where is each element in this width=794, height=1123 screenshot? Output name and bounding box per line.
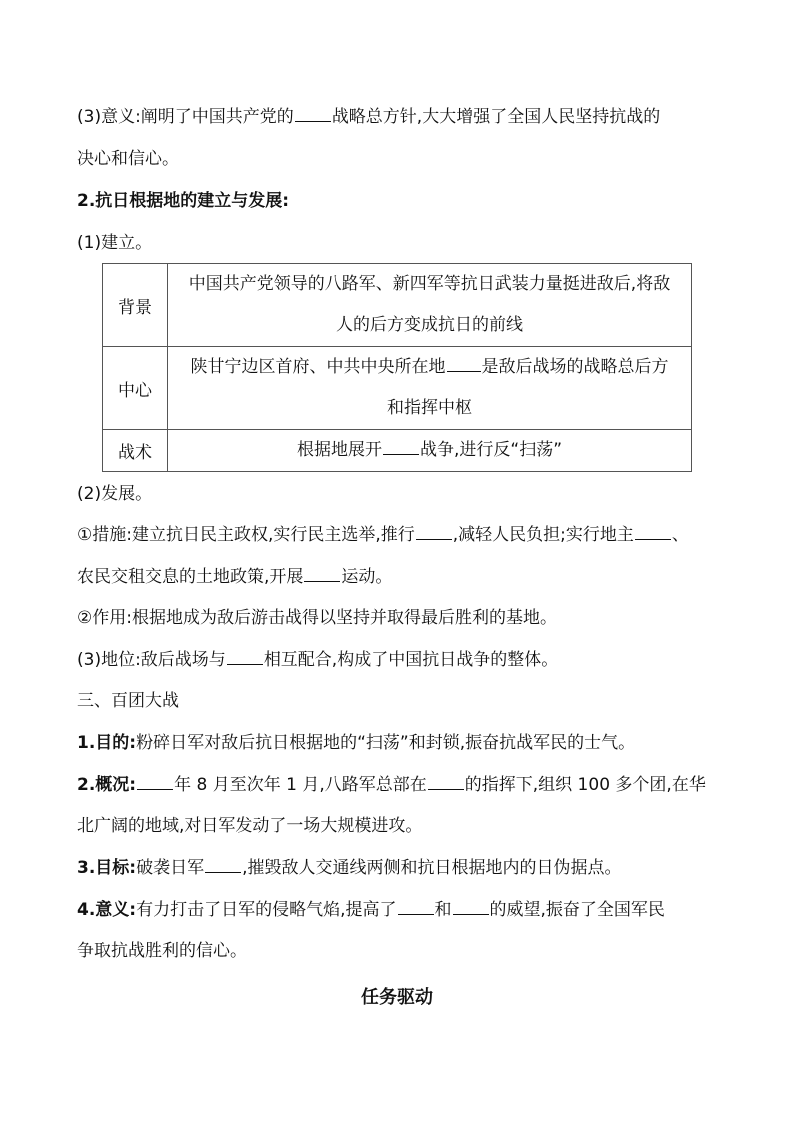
row-key: 中心 (103, 347, 168, 430)
text: 破袭日军 (136, 858, 205, 878)
sub-heading-development: (2)发展。 (77, 484, 153, 504)
meaning-line-2: 争取抗战胜利的信心。 (77, 941, 247, 961)
section-heading-hundred-regiments: 三、百团大战 (77, 691, 179, 711)
text: 农民交租交息的土地政策,开展 (77, 567, 304, 587)
significance-line-2: 决心和信心。 (77, 149, 179, 169)
row-key: 背景 (103, 264, 168, 347)
value-line: 中国共产党领导的八路军、新四军等抗日武装力量挺进敌后,将敌 (188, 274, 671, 294)
measures-line (77, 524, 689, 546)
table-row (103, 430, 692, 472)
effect-line: ②作用:根据地成为敌后游击战得以坚持并取得最后胜利的基地。 (77, 608, 557, 628)
text: 、 (671, 525, 689, 545)
text: 有力打击了日军的侵略气焰,提高了 (136, 900, 397, 920)
item-label: 2.概况: (77, 775, 137, 795)
table-row (103, 347, 692, 430)
text: 相互配合,构成了中国抗日战争的整体。 (263, 650, 559, 670)
text: 陕甘宁边区首府、中共中央所在地 (190, 357, 446, 377)
status-line (77, 649, 558, 671)
row-value (168, 430, 692, 472)
text: ,减轻人民负担;实行地主 (452, 525, 634, 545)
text: 年 8 月至次年 1 月,八路军总部在 (174, 775, 427, 795)
text: ,摧毁敌人交通线两侧和抗日根据地内的日伪据点。 (242, 858, 622, 878)
significance-line (77, 106, 660, 128)
fill-blank[interactable] (428, 774, 464, 790)
fill-blank[interactable] (398, 899, 434, 915)
fill-blank[interactable] (447, 356, 481, 372)
item-label: 3.目标: (77, 858, 137, 878)
fill-blank[interactable] (304, 566, 340, 582)
text: 战略总方针,大大增强了全国人民坚持抗战的 (331, 107, 661, 127)
fill-blank[interactable] (453, 899, 489, 915)
fill-blank[interactable] (383, 439, 419, 455)
text: (3)意义:阐明了中国共产党的 (77, 107, 294, 127)
value-line: 人的后方变成抗日的前线 (336, 315, 523, 335)
value-line: 和指挥中枢 (387, 398, 472, 418)
text: (3)地位:敌后战场与 (77, 650, 226, 670)
goal-line (77, 732, 635, 754)
section-heading-bases: 2.抗日根据地的建立与发展: (77, 191, 290, 211)
measures-line-2 (77, 566, 392, 588)
overview-line (77, 774, 706, 796)
text: 运动。 (341, 567, 393, 587)
text: ①措施:建立抗日民主政权,实行民主选举,推行 (77, 525, 415, 545)
target-line (77, 857, 622, 879)
text: 是敌后战场的战略总后方 (481, 357, 669, 377)
text: 的威望,振奋了全国军民 (489, 900, 665, 920)
fill-blank[interactable] (227, 649, 263, 665)
item-label: 4.意义: (77, 900, 137, 920)
value-line (168, 347, 691, 388)
text: 的指挥下,组织 100 多个团,在华 (464, 775, 706, 795)
row-key: 战术 (103, 430, 168, 472)
item-label: 1.目的: (77, 733, 137, 753)
overview-line-2: 北广阔的地域,对日军发动了一场大规模进攻。 (77, 816, 423, 836)
text: 根据地展开 (296, 440, 382, 460)
meaning-line (77, 899, 665, 921)
text: 战争,进行反“扫荡” (419, 440, 563, 460)
fill-blank[interactable] (295, 106, 331, 122)
table-row (103, 264, 692, 347)
text: 粉碎日军对敌后抗日根据地的“扫荡”和封锁,振奋抗战军民的士气。 (136, 733, 636, 753)
task-driven-heading: 任务驱动 (361, 987, 433, 1008)
fill-blank[interactable] (416, 524, 452, 540)
establishment-table (102, 263, 692, 472)
fill-blank[interactable] (205, 857, 241, 873)
row-value (168, 347, 692, 430)
row-value (168, 264, 692, 347)
sub-heading-establish: (1)建立。 (77, 233, 153, 253)
fill-blank[interactable] (137, 774, 173, 790)
fill-blank[interactable] (635, 524, 671, 540)
text: 和 (434, 900, 452, 920)
